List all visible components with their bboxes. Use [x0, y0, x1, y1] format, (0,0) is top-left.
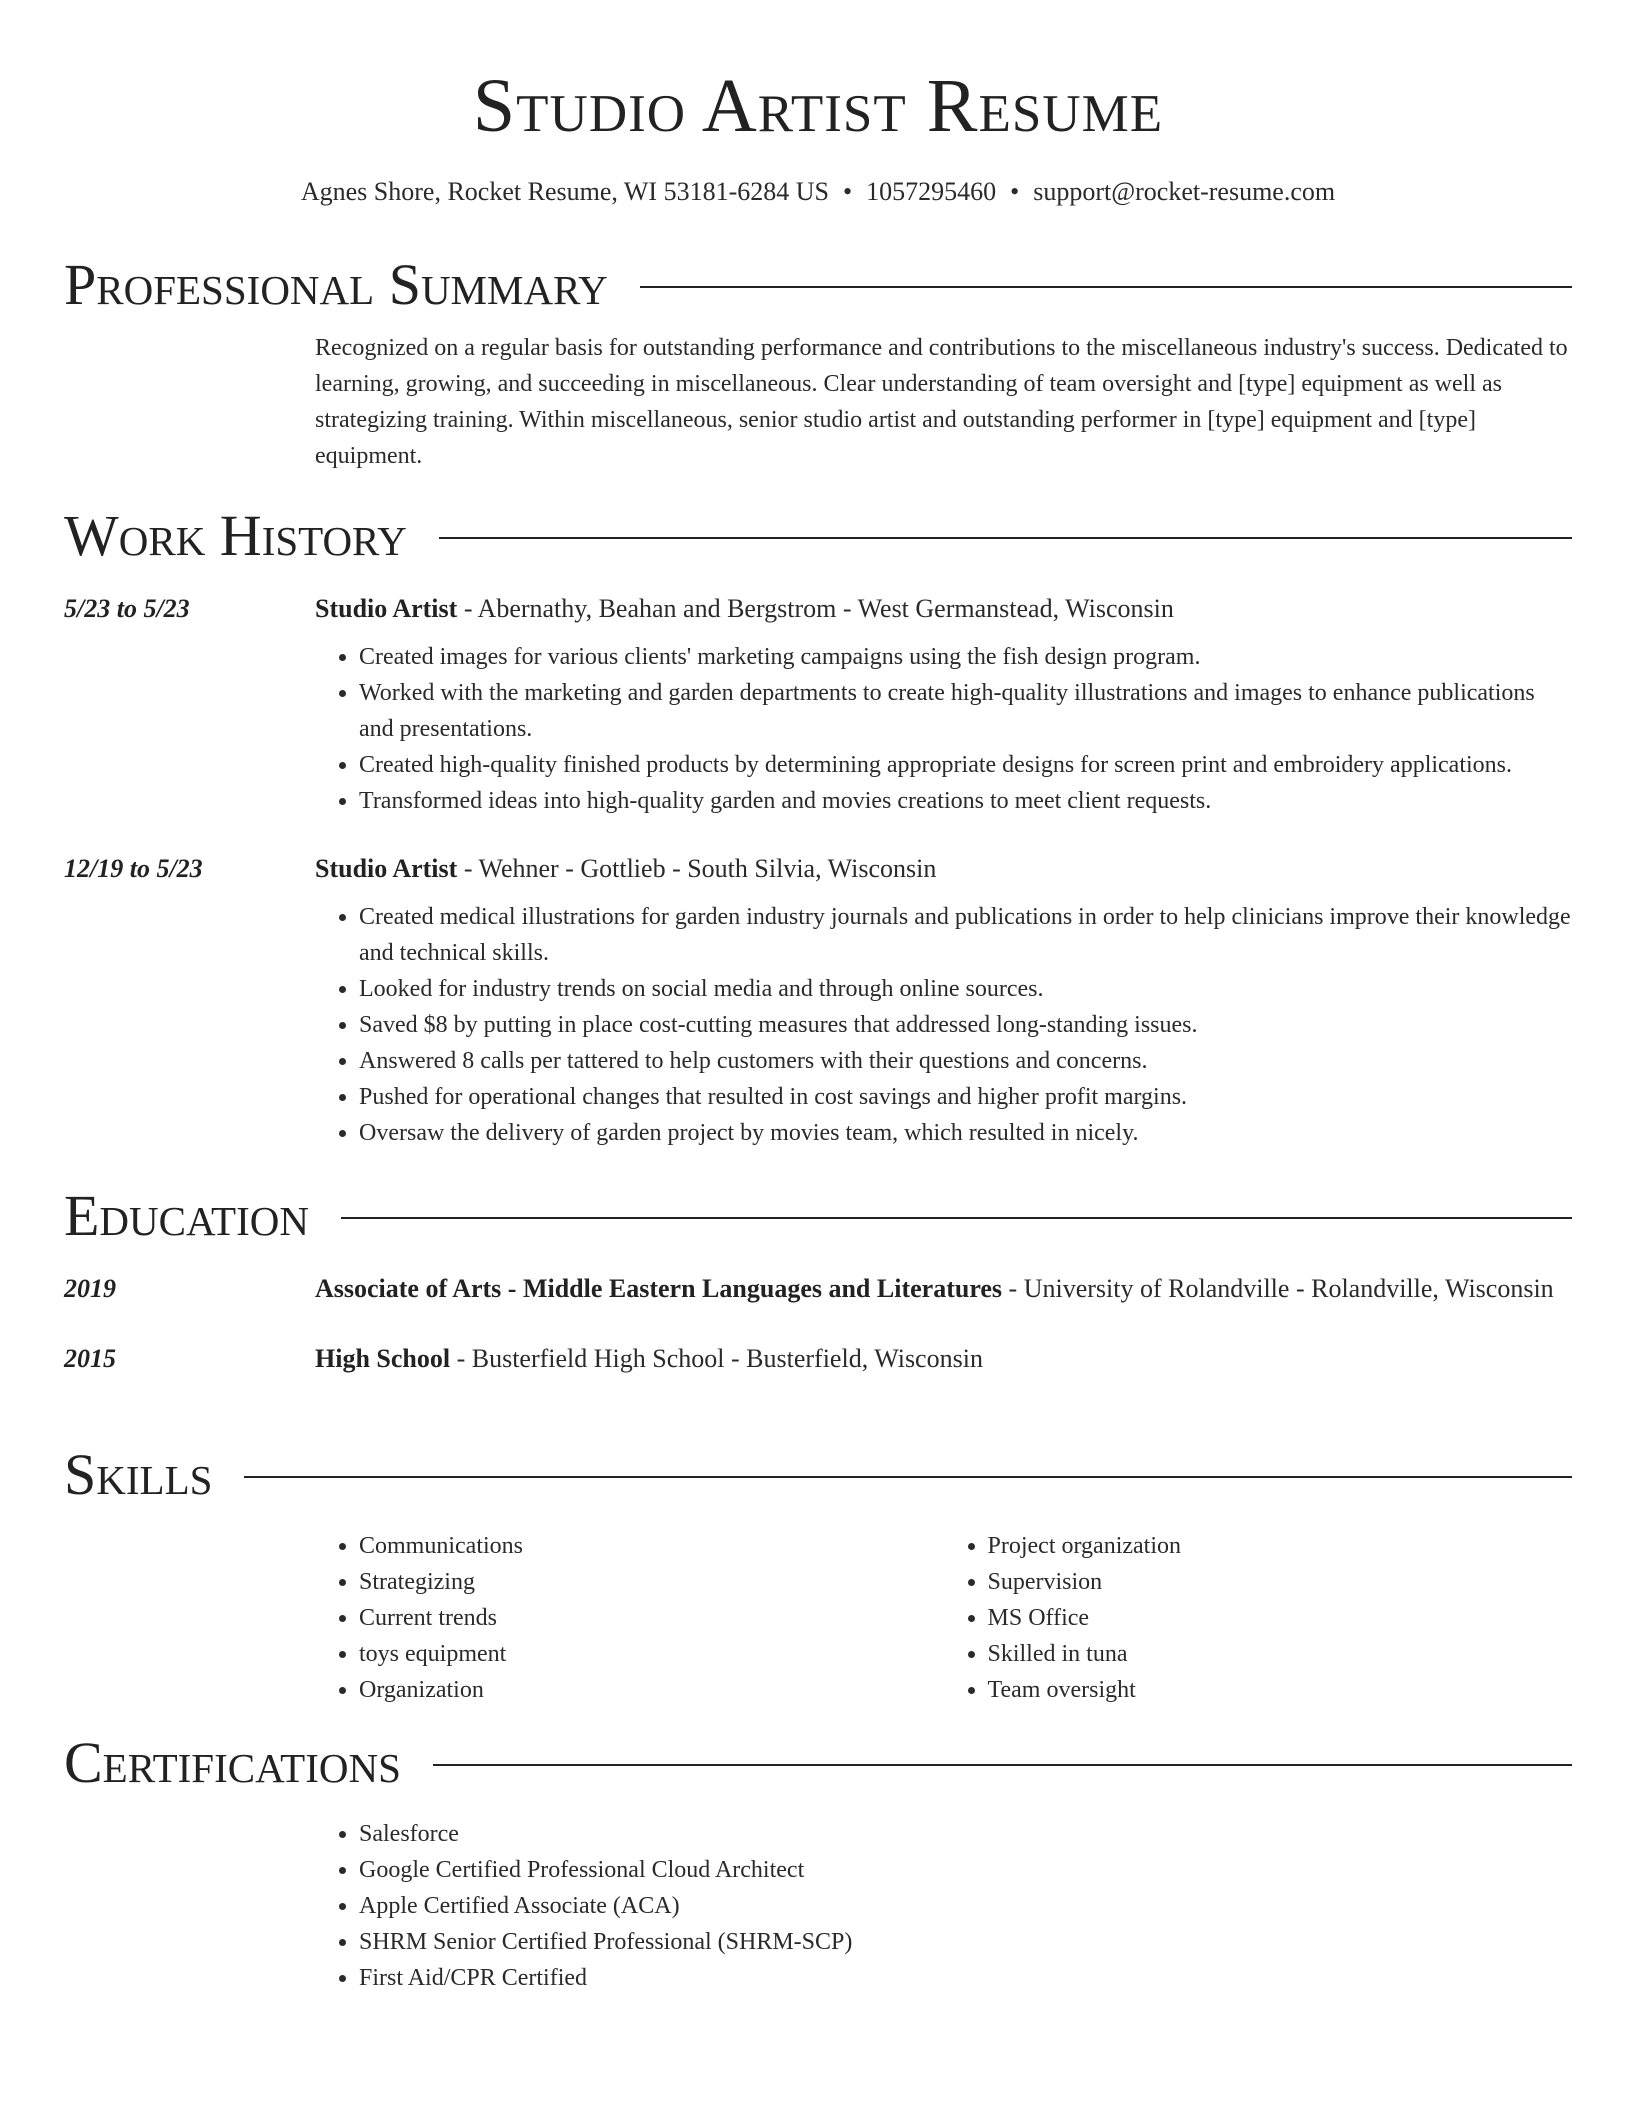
education-degree: Associate of Arts - Middle Eastern Languages and Literatures — [315, 1274, 1003, 1303]
list-item: • Worked with the marketing and garden departments to create high-quality illustrations and images to enhance publications and presentations. — [359, 675, 1572, 747]
skills-grid — [315, 1528, 1572, 1708]
section-header — [64, 1442, 1572, 1508]
education-header — [315, 1339, 1572, 1379]
list-item: • Created images for various clients' marketing campaigns using the fish design program. — [359, 639, 1572, 675]
skill-item: • Team oversight — [988, 1672, 1573, 1708]
job-bullets — [315, 639, 1572, 819]
list-item: • Oversaw the delivery of garden project by movies team, which resulted in nicely. — [359, 1115, 1572, 1151]
contact-line — [64, 174, 1572, 210]
section-title: Certifications — [64, 1730, 401, 1795]
contact-email: support@rocket-resume.com — [1033, 177, 1336, 206]
certifications-list — [315, 1816, 1572, 1996]
summary-section — [64, 252, 1572, 474]
job-details: - Abernathy, Beahan and Bergstrom - West Germanstead, Wisconsin — [457, 594, 1174, 623]
section-header — [64, 503, 1572, 569]
skills-section — [64, 1442, 1572, 1708]
job-dates: 5/23 to 5/23 — [64, 594, 190, 623]
section-divider — [439, 537, 1572, 539]
education-section — [64, 1183, 1572, 1379]
list-item: • Pushed for operational changes that resulted in cost savings and higher profit margins. — [359, 1079, 1572, 1115]
job-details: - Wehner - Gottlieb - South Silvia, Wisconsin — [457, 854, 937, 883]
contact-separator: • — [1010, 177, 1020, 206]
list-item: • Answered 8 calls per tattered to help customers with their questions and concerns. — [359, 1043, 1572, 1079]
job-entry — [64, 849, 1572, 1151]
education-year: 2019 — [64, 1274, 116, 1303]
section-header — [64, 1183, 1572, 1249]
work-history-section — [64, 503, 1572, 1151]
skill-item: • Skilled in tuna — [988, 1636, 1573, 1672]
section-header — [64, 252, 1572, 318]
section-divider — [433, 1764, 1572, 1766]
skills-column-right — [944, 1528, 1573, 1708]
certification-item: • Apple Certified Associate (ACA) — [359, 1888, 1572, 1924]
section-title: Work History — [64, 503, 407, 568]
job-bullets — [315, 899, 1572, 1151]
certification-item: • SHRM Senior Certified Professional (SHRM-SCP) — [359, 1924, 1572, 1960]
section-divider — [244, 1476, 1572, 1478]
list-item: • Saved $8 by putting in place cost-cutting measures that addressed long-standing issues. — [359, 1007, 1572, 1043]
skill-item: • Current trends — [359, 1600, 944, 1636]
job-title: Studio Artist — [315, 854, 458, 883]
education-header — [315, 1269, 1572, 1309]
contact-separator: • — [842, 177, 853, 206]
education-details: - University of Rolandville - Rolandville, Wisconsin — [1002, 1274, 1554, 1303]
section-title: Education — [64, 1183, 309, 1248]
list-item: • Transformed ideas into high-quality garden and movies creations to meet client requests. — [359, 783, 1572, 819]
skill-item: • Organization — [359, 1672, 944, 1708]
education-entry — [64, 1339, 1572, 1379]
contact-address: Agnes Shore, Rocket Resume, WI 53181-6284 US — [300, 177, 829, 206]
job-entry — [64, 589, 1572, 819]
contact-phone: 1057295460 — [866, 177, 997, 206]
skill-item: • Supervision — [988, 1564, 1573, 1600]
summary-text: Recognized on a regular basis for outstanding performance and contributions to the miscellaneous industry's success. Dedicated to learning, growing, and succeeding in miscellaneous. Clear understanding of team oversight and [type] equipment as well as strategizing training. Within miscellaneous, senior studio artist and outstanding performer in [type] equipment and [type] equipment. — [315, 335, 1568, 469]
certification-item: • Google Certified Professional Cloud Architect — [359, 1852, 1572, 1888]
education-details: - Busterfield High School - Busterfield, Wisconsin — [450, 1344, 983, 1373]
job-header — [315, 589, 1572, 629]
skill-item: • toys equipment — [359, 1636, 944, 1672]
education-degree: High School — [315, 1344, 451, 1373]
section-divider — [341, 1217, 1572, 1219]
skill-item: • MS Office — [988, 1600, 1573, 1636]
education-entry — [64, 1269, 1572, 1309]
job-header — [315, 849, 1572, 889]
list-item: • Created high-quality finished products by determining appropriate designs for screen print and embroidery applications. — [359, 747, 1572, 783]
job-dates: 12/19 to 5/23 — [64, 854, 203, 883]
resume-title: Studio Artist Resume — [472, 64, 1164, 148]
skill-item: • Project organization — [988, 1528, 1573, 1564]
skill-item: • Communications — [359, 1528, 944, 1564]
education-year: 2015 — [64, 1344, 116, 1373]
certifications-section — [64, 1730, 1572, 1996]
skill-item: • Strategizing — [359, 1564, 944, 1600]
list-item: • Created medical illustrations for garden industry journals and publications in order to help clinicians improve their knowledge and technical skills. — [359, 899, 1572, 971]
certification-item: • Salesforce — [359, 1816, 1572, 1852]
skills-column-left — [315, 1528, 944, 1708]
section-divider — [640, 286, 1572, 288]
job-title: Studio Artist — [315, 594, 458, 623]
list-item: • Looked for industry trends on social media and through online sources. — [359, 971, 1572, 1007]
section-header — [64, 1730, 1572, 1796]
section-title: Skills — [64, 1442, 213, 1507]
certification-item: • First Aid/CPR Certified — [359, 1960, 1572, 1996]
section-title: Professional Summary — [64, 252, 608, 317]
